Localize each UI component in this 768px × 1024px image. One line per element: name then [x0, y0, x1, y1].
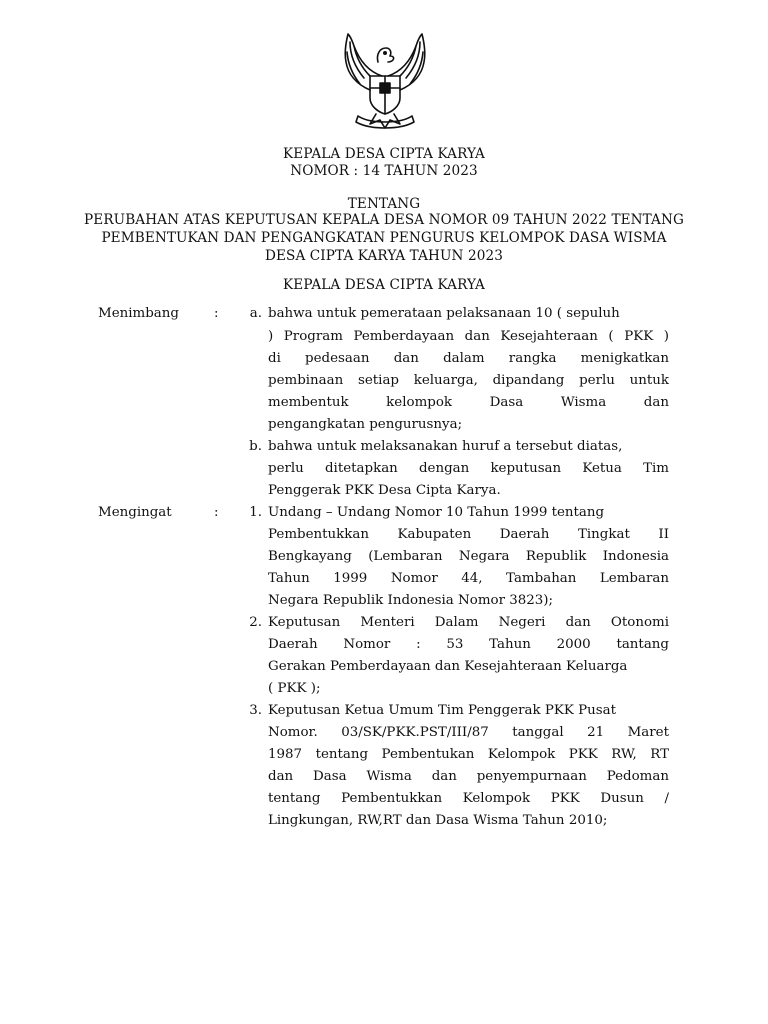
decree-title-line: DESA CIPTA KARYA TAHUN 2023: [265, 248, 503, 264]
mengingat-item-line: Keputusan Ketua Umum Tim Penggerak PKK Pusat: [268, 703, 616, 718]
mengingat-item-marker: 1.: [249, 505, 262, 520]
mengingat-item-line: Gerakan Pemberdayaan dan Kesejahteraan Keluarga: [268, 659, 628, 674]
menimbang-item-marker: b.: [249, 439, 262, 454]
mengingat-item-line: dan Dasa Wisma dan penyempurnaan Pedoman: [268, 769, 669, 784]
menimbang-item-line: perlu ditetapkan dengan keputusan Ketua Tim: [268, 461, 669, 476]
mengingat-item-line: tentang Pembentukkan Kelompok PKK Dusun /: [268, 791, 669, 806]
menimbang-item-line: bahwa untuk pemerataan pelaksanaan 10 ( sepuluh: [268, 306, 620, 321]
mengingat-item-line: ( PKK );: [268, 681, 321, 696]
decree-title: [0, 211, 768, 265]
menimbang-label: Menimbang: [98, 306, 179, 321]
mengingat-item-line: Lingkungan, RW,RT dan Dasa Wisma Tahun 2010;: [268, 813, 608, 828]
mengingat-item-line: Undang – Undang Nomor 10 Tahun 1999 tentang: [268, 505, 605, 520]
menimbang-item-line: bahwa untuk melaksanakan huruf a tersebut diatas,: [268, 439, 623, 454]
menimbang-item-line: pengangkatan pengurusnya;: [268, 417, 463, 432]
office-heading: KEPALA DESA CIPTA KARYA: [283, 146, 485, 162]
mengingat-item-marker: 3.: [249, 703, 262, 718]
mengingat-item-line: Bengkayang (Lembaran Negara Republik Indonesia: [268, 549, 669, 564]
mengingat-item-line: Keputusan Menteri Dalam Negeri dan Otonomi: [268, 615, 669, 630]
mengingat-item-line: Daerah Nomor : 53 Tahun 2000 tantang: [268, 637, 669, 652]
menimbang-item-line: Penggerak PKK Desa Cipta Karya.: [268, 483, 501, 498]
mengingat-item-marker: 2.: [249, 615, 262, 630]
menimbang-item-line: di pedesaan dan dalam rangka menigkatkan: [268, 351, 669, 366]
menimbang-item-line: ) Program Pemberdayaan dan Kesejahteraan ( PKK ): [268, 329, 669, 344]
decree-title-line: PERUBAHAN ATAS KEPUTUSAN KEPALA DESA NOMOR 09 TAHUN 2022 TENTANG: [84, 212, 684, 228]
menimbang-item-line: pembinaan setiap keluarga, dipandang perlu untuk: [268, 373, 669, 388]
mengingat-item-line: Negara Republik Indonesia Nomor 3823);: [268, 593, 554, 608]
about-heading: TENTANG: [347, 196, 421, 212]
menimbang-item-marker: a.: [249, 306, 262, 321]
mengingat-item-line: Tahun 1999 Nomor 44, Tambahan Lembaran: [268, 571, 669, 586]
mengingat-colon: :: [214, 505, 219, 520]
mengingat-item-line: Pembentukkan Kabupaten Daerah Tingkat II: [268, 527, 669, 542]
mengingat-label: Mengingat: [98, 505, 172, 520]
mengingat-item-line: Nomor. 03/SK/PKK.PST/III/87 tanggal 21 Maret: [268, 725, 669, 740]
signatory-heading: KEPALA DESA CIPTA KARYA: [283, 277, 485, 293]
decree-title-line: PEMBENTUKAN DAN PENGANGKATAN PENGURUS KELOMPOK DASA WISMA: [101, 230, 667, 246]
menimbang-item-line: membentuk kelompok Dasa Wisma dan: [268, 395, 669, 410]
decree-number: NOMOR : 14 TAHUN 2023: [290, 163, 478, 179]
garuda-emblem-icon: [330, 32, 440, 132]
mengingat-item-line: 1987 tentang Pembentukan Kelompok PKK RW, RT: [268, 747, 669, 762]
menimbang-colon: :: [214, 306, 219, 321]
